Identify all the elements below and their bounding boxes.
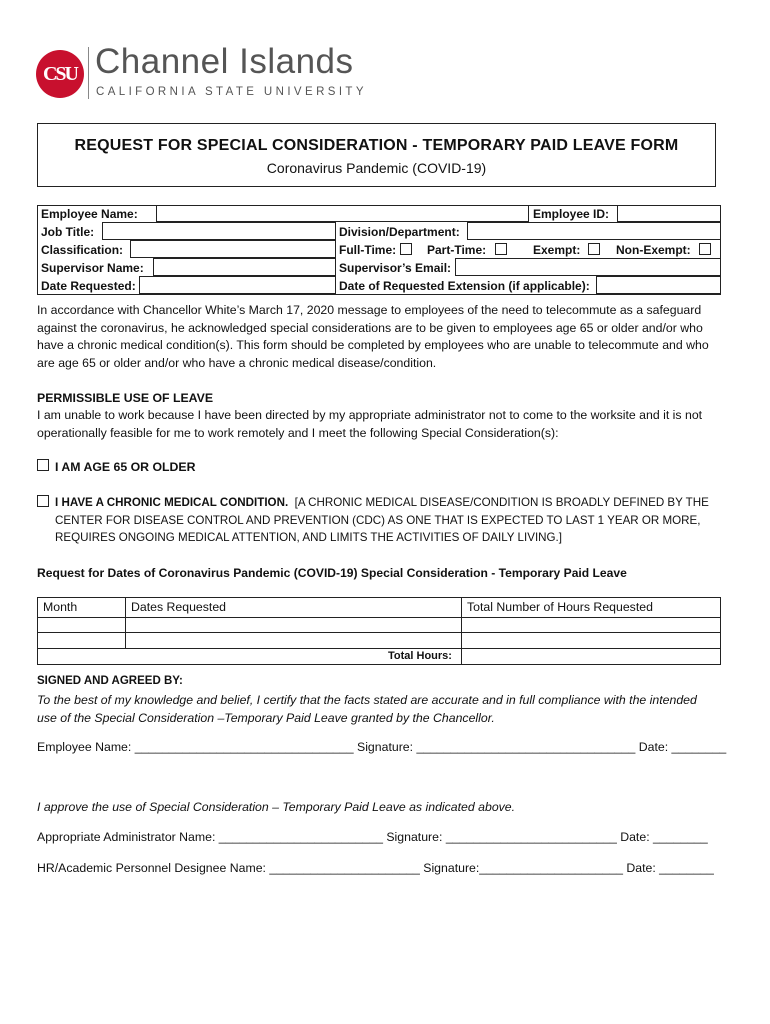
job-title-field[interactable] — [102, 222, 336, 240]
dates-cell[interactable] — [126, 618, 461, 632]
part-time-checkbox[interactable] — [495, 243, 507, 255]
chronic-option-label — [55, 494, 709, 547]
chronic-option-definition: [A CHRONIC MEDICAL DISEASE/CONDITION IS BROADLY DEFINED BY THE — [294, 496, 709, 509]
logo-divider — [88, 47, 89, 99]
form-title: REQUEST FOR SPECIAL CONSIDERATION - TEMPORARY PAID LEAVE FORM — [74, 137, 679, 154]
month-cell[interactable] — [38, 633, 125, 648]
classification-label: Classification: — [41, 243, 124, 257]
approval-statement: I approve the use of Special Consideration – Temporary Paid Leave as indicated above. — [37, 800, 516, 814]
part-time-label: Part-Time: — [427, 243, 487, 257]
supervisor-name-field[interactable] — [153, 258, 336, 276]
permissible-line: operationally feasible for me to work remotely and I meet the following Special Consideration(s): — [37, 425, 559, 440]
employee-name-field[interactable] — [156, 205, 529, 222]
dates-cell[interactable] — [126, 633, 461, 648]
date-extension-field[interactable] — [596, 276, 721, 294]
job-title-label: Job Title: — [41, 225, 95, 239]
table-heading: Request for Dates of Coronavirus Pandemic (COVID-19) Special Consideration - Temporary Paid Leave — [37, 566, 627, 580]
total-hours-label: Total Hours: — [388, 650, 452, 662]
date-requested-field[interactable] — [139, 276, 336, 294]
exempt-label: Exempt: — [533, 243, 581, 257]
date-requested-label: Date Requested: — [41, 279, 136, 293]
intro-line: have a chronic medical condition(s). This form should be completed by employees who are unable to telecommute and who — [37, 338, 709, 352]
non-exempt-label: Non-Exempt: — [616, 243, 691, 257]
grid-line — [37, 205, 38, 295]
column-header-hours: Total Number of Hours Requested — [467, 600, 653, 614]
intro-line: against the coronavirus, he acknowledged special considerations are to be given to employees age 65 or older and/or who — [37, 320, 703, 335]
signed-heading: SIGNED AND AGREED BY: — [37, 675, 183, 687]
column-header-dates: Dates Requested — [131, 600, 227, 614]
division-field[interactable] — [467, 222, 721, 240]
month-cell[interactable] — [38, 618, 125, 632]
supervisor-name-label: Supervisor Name: — [41, 261, 144, 275]
chronic-option-bold: I HAVE A CHRONIC MEDICAL CONDITION. — [55, 496, 289, 509]
age-checkbox[interactable] — [37, 459, 49, 471]
csu-logo-mark — [36, 50, 84, 98]
permissible-text — [37, 407, 702, 442]
intro-line: are age 65 or older and/or who have a chronic medical disease/condition. — [37, 355, 437, 370]
certify-line: To the best of my knowledge and belief, I certify that the facts stated are accurate and in full compliance with the intended — [37, 693, 697, 707]
title-box — [37, 123, 716, 187]
grid-line — [37, 294, 721, 295]
chronic-checkbox[interactable] — [37, 495, 49, 507]
chronic-option-line: REQUIRES ONGOING MEDICAL ATTENTION, AND LIMITS THE ACTIVITIES OF DAILY LIVING.] — [55, 531, 562, 544]
employee-id-field[interactable] — [617, 205, 721, 222]
logo-mark-text: CSU — [42, 62, 77, 85]
age-option-label: I AM AGE 65 OR OLDER — [55, 460, 196, 474]
table-line — [37, 664, 721, 665]
total-hours-cell[interactable] — [462, 649, 720, 664]
division-label: Division/Department: — [339, 225, 460, 239]
intro-paragraph — [37, 302, 709, 372]
supervisor-email-field[interactable] — [455, 258, 721, 276]
table-line — [720, 597, 721, 665]
certify-line: use of the Special Consideration –Temporary Paid Leave granted by the Chancellor. — [37, 710, 495, 725]
employee-name-label: Employee Name: — [41, 207, 138, 221]
column-header-month: Month — [43, 600, 78, 614]
date-extension-label: Date of Requested Extension (if applicable): — [339, 279, 590, 293]
hr-signature-line[interactable]: HR/Academic Personnel Designee Name: ______________________ Signature:_____________________ Date: ________ — [37, 861, 714, 875]
logo-subtitle: CALIFORNIA STATE UNIVERSITY — [96, 86, 367, 98]
administrator-signature-line[interactable]: Appropriate Administrator Name: ________________________ Signature: _________________________ Date: ________ — [37, 830, 708, 844]
certify-text — [37, 692, 697, 727]
employee-signature-line[interactable]: Employee Name: ________________________________ Signature: ________________________________ Date: ________ — [37, 740, 727, 754]
exempt-checkbox[interactable] — [588, 243, 600, 255]
full-time-label: Full-Time: — [339, 243, 397, 257]
intro-line: In accordance with Chancellor White’s March 17, 2020 message to employees of the need to telecommute as a safeguard — [37, 303, 702, 317]
form-subtitle: Coronavirus Pandemic (COVID-19) — [266, 160, 487, 176]
non-exempt-checkbox[interactable] — [699, 243, 711, 255]
employee-id-label: Employee ID: — [533, 207, 610, 221]
classification-field[interactable] — [130, 240, 336, 258]
full-time-checkbox[interactable] — [400, 243, 412, 255]
permissible-heading: PERMISSIBLE USE OF LEAVE — [37, 391, 214, 405]
permissible-line: I am unable to work because I have been directed by my appropriate administrator not to come to the worksite and it is not — [37, 408, 703, 422]
table-line — [37, 597, 721, 598]
logo-name: Channel Islands — [95, 42, 354, 81]
hours-cell[interactable] — [462, 633, 720, 648]
supervisor-email-label: Supervisor’s Email: — [339, 261, 452, 275]
chronic-option-line: CENTER FOR DISEASE CONTROL AND PREVENTION (CDC) AS ONE THAT IS EXPECTED TO LAST 1 YEAR OR MORE, — [55, 513, 701, 527]
hours-cell[interactable] — [462, 618, 720, 632]
